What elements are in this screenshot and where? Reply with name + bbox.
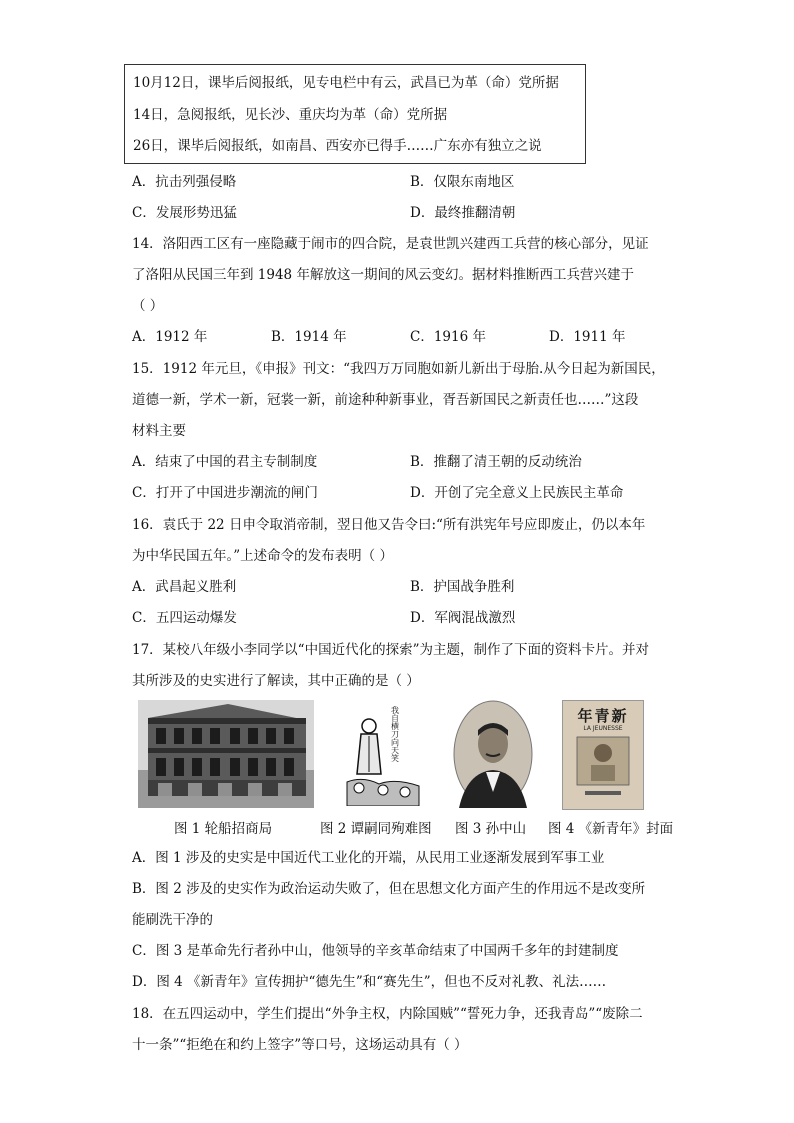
figure-2-cartoon <box>343 702 423 806</box>
q16-option-d: D．军阀混战激烈 <box>410 610 516 626</box>
q17-text: 其所涉及的史实进行了解读，其中正确的是（ ） <box>132 673 420 689</box>
quote-line: 26日，课毕后阅报纸，如南昌、西安亦已得手……广东亦有独立之说 <box>133 138 542 154</box>
q16-text: 为中华民国五年。”上述命令的发布表明（ ） <box>132 548 393 564</box>
quote-line: 10月12日，课毕后阅报纸，见专电栏中有云，武昌已为革（命）党所据 <box>133 75 559 91</box>
q15-option-c: C．打开了中国进步潮流的闸门 <box>132 485 318 501</box>
q15-text: 15．1912 年元旦，《申报》刊文：“我四万万同胞如新儿新出于母胎.从今日起为新国民， <box>132 361 665 377</box>
q15-option-a: A．结束了中国的君主专制制度 <box>132 454 318 470</box>
q15-option-d: D．开创了完全意义上民族民主革命 <box>410 485 624 501</box>
q13-option-c: C．发展形势迅猛 <box>132 205 237 221</box>
q15-text: 材料主要 <box>132 423 186 439</box>
q14-text: （ ） <box>132 298 164 314</box>
q17-option-b: B．图 2 涉及的史实作为政治运动失败了，但在思想文化方面产生的作用远不是改变所 <box>132 881 646 897</box>
figure-1-caption: 图 1 轮船招商局 <box>174 821 273 837</box>
q15-option-b: B．推翻了清王朝的反动统治 <box>410 454 582 470</box>
q17-option-a: A．图 1 涉及的史实是中国近代工业化的开端，从民用工业逐渐发展到军事工业 <box>132 850 605 866</box>
q18-text: 十一条”“拒绝在和约上签字”等口号，这场运动具有（ ） <box>132 1037 468 1053</box>
q16-option-a: A．武昌起义胜利 <box>132 579 237 595</box>
magazine-subtitle: LA JEUNESSE <box>583 725 623 732</box>
building-illustration <box>138 700 314 808</box>
figure-4-magazine-cover <box>562 700 644 810</box>
q13-option-d: D．最终推翻清朝 <box>410 205 516 221</box>
q16-text: 16．袁氏于 22 日申令取消帝制，翌日他又告令曰:“所有洪宪年号应即废止，仍以本年 <box>132 517 646 533</box>
q14-text: 14．洛阳西工区有一座隐藏于闹市的四合院，是袁世凯兴建西工兵营的核心部分，见证 <box>132 236 649 252</box>
q13-option-b: B．仅限东南地区 <box>410 174 515 190</box>
q13-option-a: A．抗击列强侵略 <box>132 174 237 190</box>
figure-3-portrait <box>453 700 533 808</box>
q16-option-c: C．五四运动爆发 <box>132 610 237 626</box>
q18-text: 18．在五四运动中，学生们提出“外争主权，内除国贼”“誓死力争，还我青岛”“废除二 <box>132 1006 643 1022</box>
q14-option-a: A．1912 年 <box>132 329 208 345</box>
q17-option-d: D．图 4 《新青年》宣传拥护“德先生”和“赛先生”，但也不反对礼教、礼法…… <box>132 974 607 990</box>
figure-1-building-photo <box>138 700 314 808</box>
q14-option-b: B．1914 年 <box>271 329 347 345</box>
q14-option-d: D．1911 年 <box>549 329 626 345</box>
figure-4-caption: 图 4 《新青年》封面 <box>548 821 674 837</box>
q17-text: 17．某校八年级小李同学以“中国近代化的探索”为主题，制作了下面的资料卡片。并对 <box>132 642 649 658</box>
magazine-title: 年青新 <box>577 707 629 725</box>
figure-2-caption: 图 2 谭嗣同殉难图 <box>320 821 432 837</box>
q14-option-c: C．1916 年 <box>410 329 486 345</box>
portrait-illustration <box>453 700 533 808</box>
quote-box <box>124 64 586 164</box>
q14-text: 了洛阳从民国三年到 1948 年解放这一期间的风云变幻。据材料推断西工兵营兴建于 <box>132 267 634 283</box>
quote-line: 14日，急阅报纸，见长沙、重庆均为革（命）党所据 <box>133 107 448 123</box>
q17-option-c: C．图 3 是革命先行者孙中山，他领导的辛亥革命结束了中国两千多年的封建制度 <box>132 943 619 959</box>
magazine-cover-art <box>563 701 643 809</box>
q16-option-b: B．护国战争胜利 <box>410 579 515 595</box>
q15-text: 道德一新，学术一新，冠裳一新，前途种种新事业，胥吾新国民之新责任也……”这段 <box>132 392 639 408</box>
figure-2-calligraphy: 我自横刀向天笑 <box>390 706 400 762</box>
figure-3-caption: 图 3 孙中山 <box>455 821 527 837</box>
q17-option-b-cont: 能刷洗干净的 <box>132 912 213 928</box>
cartoon-illustration <box>343 702 423 806</box>
